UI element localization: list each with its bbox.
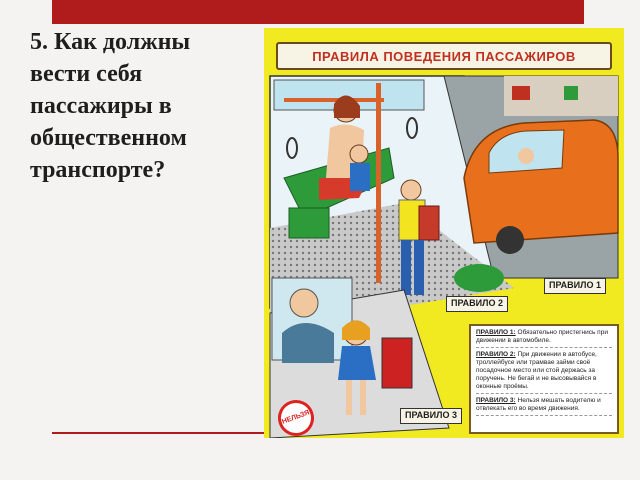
rule-2-text bbox=[476, 351, 612, 394]
nelzya-stamp: НЕЛЬЗЯ bbox=[273, 395, 319, 438]
girl-head bbox=[350, 145, 368, 163]
rule-2-tag: ПРАВИЛО 2 bbox=[446, 296, 508, 312]
poster-title: ПРАВИЛА ПОВЕДЕНИЯ ПАССАЖИРОВ bbox=[276, 42, 612, 70]
rule-3-tag: ПРАВИЛО 3 bbox=[400, 408, 462, 424]
girl-leg bbox=[360, 380, 366, 415]
rule-1-tag: ПРАВИЛО 1 bbox=[544, 278, 606, 294]
bus-seat-base bbox=[289, 208, 329, 238]
rule-3-label: ПРАВИЛО 3: bbox=[476, 397, 516, 404]
building-window bbox=[512, 86, 530, 100]
girl-dress bbox=[350, 163, 370, 191]
handrail-pole bbox=[376, 83, 381, 283]
boy-head bbox=[401, 180, 421, 200]
rule-2-label: ПРАВИЛО 2: bbox=[476, 351, 516, 358]
building-window bbox=[564, 86, 578, 100]
girl-dress bbox=[338, 346, 376, 380]
girl-leg bbox=[346, 380, 352, 415]
boy-backpack bbox=[419, 206, 439, 240]
rule-1-label: ПРАВИЛО 1: bbox=[476, 329, 516, 336]
boy-leg bbox=[401, 240, 411, 295]
slide-heading: 5. Как должны вести себя пассажиры в общественном транспорте? bbox=[30, 29, 191, 183]
rule-1-text bbox=[476, 329, 612, 348]
boy-leg bbox=[414, 240, 424, 295]
passenger-rules-poster bbox=[264, 28, 624, 438]
rule-1-body: Обязательно пристегнись при движении в автомобиле. bbox=[476, 329, 608, 344]
handrail-bar bbox=[284, 98, 384, 102]
divider-line-left bbox=[52, 432, 264, 434]
driver-head bbox=[518, 148, 534, 164]
cabin-door bbox=[382, 338, 412, 388]
rule-2-body: При движении в автобусе, троллейбусе или трамвае займи своё посадочное место или стой держась за поручень. Не бегай и не высовывайся в оконные проёмы. bbox=[476, 351, 597, 390]
rule-3-body: Нельзя мешать водителю и отвлекать его во время движения. bbox=[476, 397, 601, 412]
rules-text-box bbox=[469, 324, 619, 434]
rule-3-text bbox=[476, 397, 612, 416]
top-accent-bar bbox=[52, 0, 584, 24]
car-wheel bbox=[496, 226, 524, 254]
driver-body bbox=[282, 323, 334, 363]
driver-head bbox=[290, 289, 318, 317]
tree bbox=[454, 264, 504, 292]
